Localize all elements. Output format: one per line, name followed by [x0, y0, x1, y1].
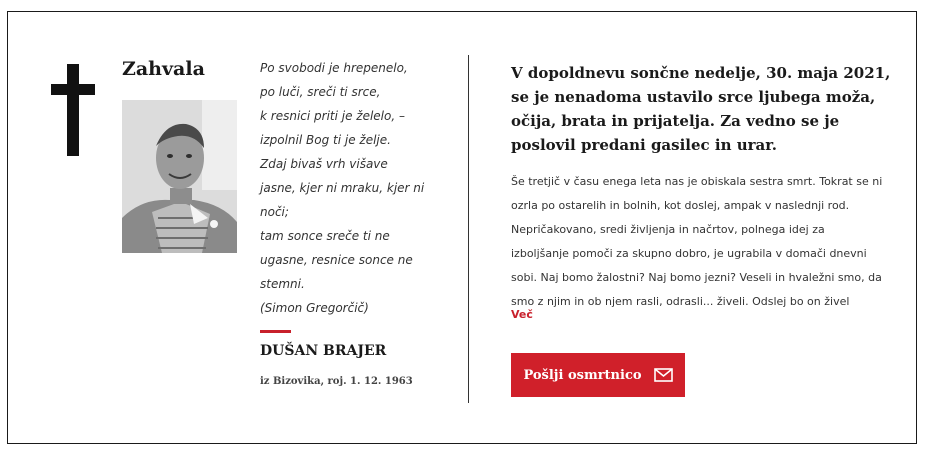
portrait-photo [122, 100, 237, 253]
poem-author: (Simon Gregorčič) [260, 301, 369, 315]
lead-text: V dopoldnevu sončne nedelje, 30. maja 2021, se je nenadoma ustavilo srce ljubega moža, očija, brata in prijatelja. Za vedno se je poslovil predani gasilec in urar. [511, 64, 891, 154]
obituary-card [7, 11, 917, 444]
poem-line: noči; [260, 205, 289, 219]
column-divider [468, 55, 469, 403]
mail-icon [654, 368, 673, 382]
deceased-name: DUŠAN BRAJER [260, 343, 387, 359]
poem-line: po luči, sreči ti srce, [260, 85, 381, 99]
accent-divider [260, 330, 291, 333]
poem-line: k resnici priti je želelo, – [260, 109, 405, 123]
poem-line: Zdaj bivaš vrh višave [260, 157, 388, 171]
send-obituary-button[interactable] [511, 353, 685, 397]
poem-line: tam sonce sreče ti ne [260, 229, 390, 243]
deceased-origin: iz Bizovika, roj. 1. 12. 1963 [260, 376, 413, 387]
send-obituary-label: Pošlji osmrtnico [523, 367, 642, 383]
cross-icon [51, 64, 95, 156]
poem [260, 56, 425, 320]
poem-line: stemni. [260, 277, 305, 291]
read-more-link[interactable]: Več [511, 308, 533, 321]
body-text: Še tretjič v času enega leta nas je obiskala sestra smrt. Tokrat se ni ozrla po ostarelih in bolnih, kot doslej, ampak v naslednji rod. Nepričakovano, sredi življenja in načrtov, polnega idej za izboljšanje pomoči za skupno dobro, je ugrabila v domači dnevni sobi. Naj bomo žalostni? Naj bomo jezni? Veseli in hvaležni smo, da smo z njim in ob njem rasli, odrasli... živeli. Odslej bo on živel [511, 175, 883, 308]
poem-line: jasne, kjer ni mraku, kjer ni [260, 181, 425, 195]
poem-line: ugasne, resnice sonce ne [260, 253, 413, 267]
poem-line: izpolnil Bog ti je želje. [260, 133, 391, 147]
notice-heading: Zahvala [122, 58, 205, 80]
poem-line: Po svobodi je hrepenelo, [260, 61, 408, 75]
